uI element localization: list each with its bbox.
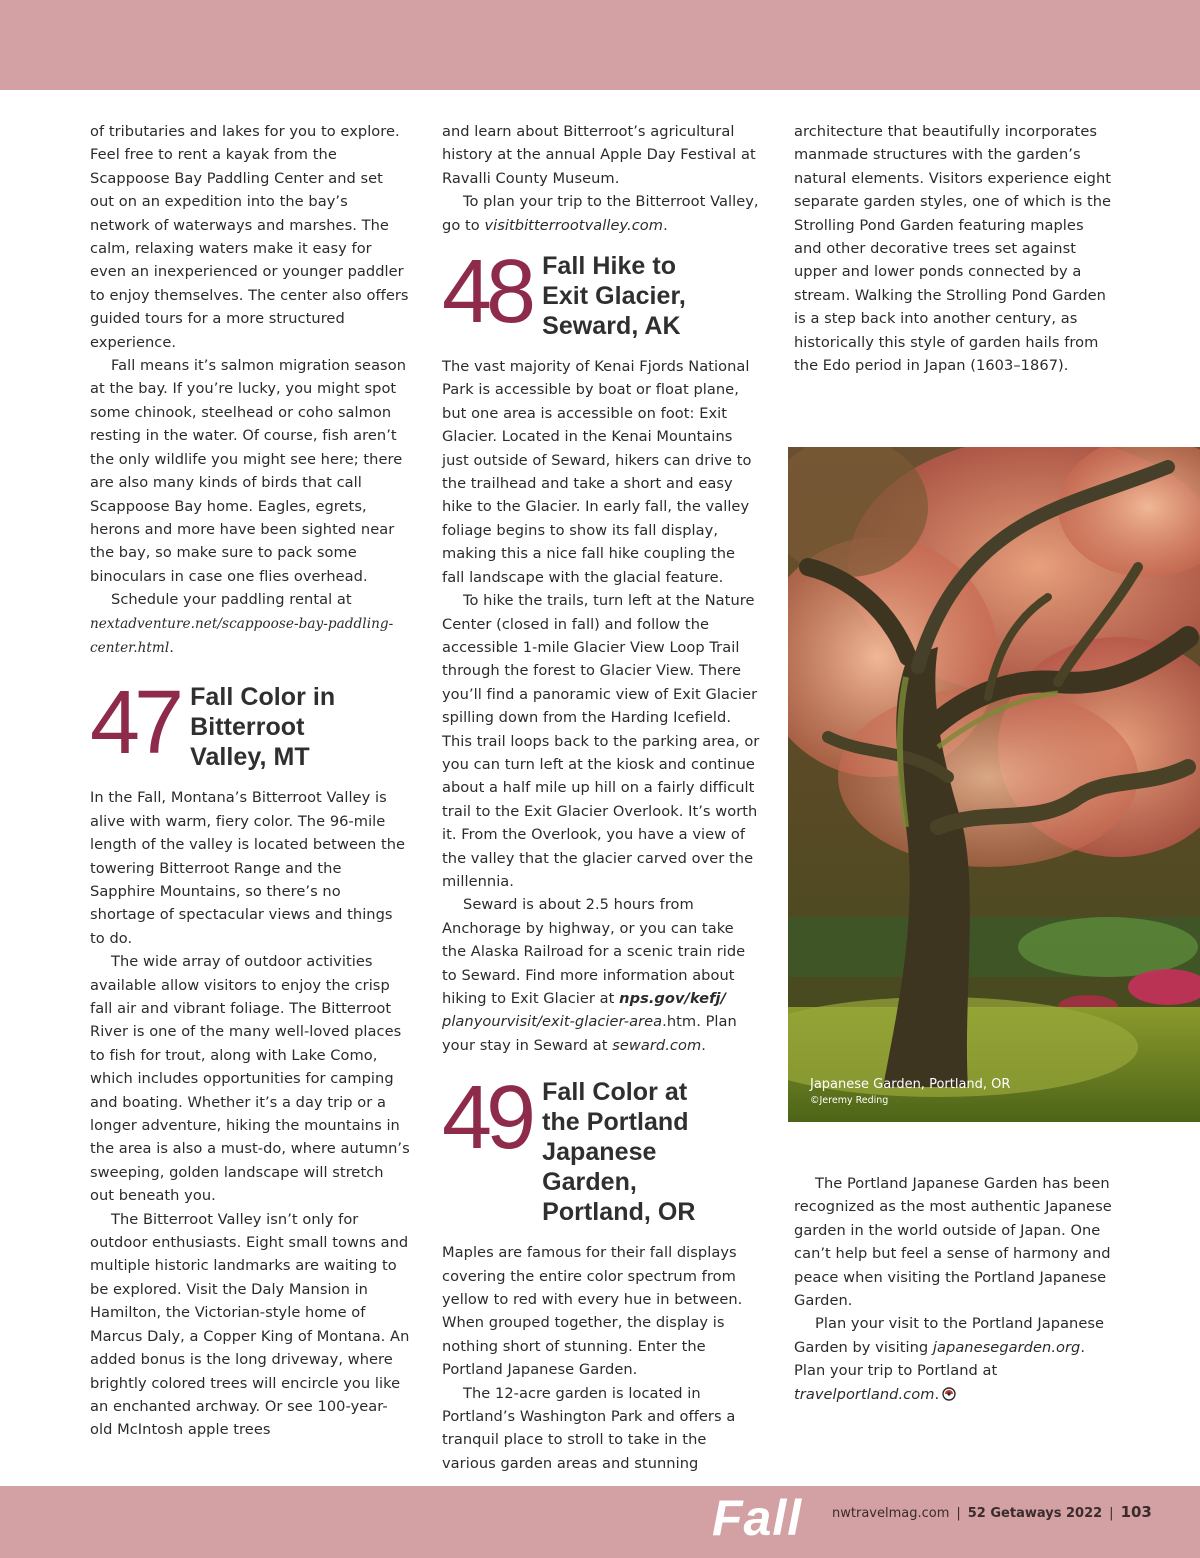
divider: |: [956, 1506, 961, 1521]
paragraph: Maples are famous for their fall displays covering the entire color spectrum from yellow to red with every hue in between. When grouped together, the display is nothing short of stunning. Enter the Portland Japanese Garden.: [442, 1244, 743, 1379]
section-label: Fall: [712, 1490, 803, 1546]
paragraph: [442, 190, 760, 237]
section-heading-48: [442, 242, 760, 343]
folio: [832, 1502, 1152, 1524]
issue-title: 52 Getaways 2022: [967, 1506, 1103, 1521]
page-number: 103: [1120, 1503, 1152, 1521]
paragraph-text: Plan your visit to the Portland Japanese Garden by visiting: [794, 1315, 1105, 1356]
paragraph: To hike the trails, turn left at the Nature Center (closed in fall) and follow the accessible 1-mile Glacier View Loop Trail through the forest to Glacier View. There you’ll find a panoramic view of Exit Glacier spilling down from the Harding Icefield. This trail loops back to the parking area, or you can turn left at the kiosk and continue about a half mile up hill on a fairly difficult trail to the Exit Glacier Overlook. It’s worth it. From the Overlook, you have a view of the valley that the glacier carved over the millennia.: [442, 592, 760, 890]
section-title: Fall Color in Bitterroot Valley, MT: [190, 683, 336, 772]
punct: .: [663, 216, 668, 234]
photo-caption: Japanese Garden, Portland, OR: [810, 1077, 1011, 1092]
paragraph: In the Fall, Montana’s Bitterroot Valley is alive with warm, fiery color. The 96-mile length of the valley is located between the towering Bitterroot Range and the Sapphire Mountains, so there’s no shortage of spectacular views and things to do.: [90, 789, 406, 947]
column-3-continued: [794, 1172, 1114, 1406]
column-1: [90, 120, 410, 1442]
divider: |: [1109, 1506, 1114, 1521]
link-travelportland[interactable]: travelportland.com: [794, 1385, 935, 1403]
paragraph: of tributaries and lakes for you to explore. Feel free to rent a kayak from the Scappoose Bay Paddling Center and set out on an expedition into the bay’s network of waterways and marshes. The calm, relaxing waters make it easy for even an inexperienced or younger paddler to enjoy themselves. The center also offers guided tours for a more structured experience.: [90, 123, 409, 351]
end-of-article-icon: [942, 1387, 956, 1401]
photo-credit: ©Jeremy Reding: [810, 1095, 889, 1106]
paragraph: The wide array of outdoor activities available allow visitors to enjoy the crisp fall air and vibrant foliage. The Bitterroot River is one of the many well-loved places to fish for trout, along with Lake Como, which includes opportunities for camping and boating. Whether it’s a day trip or a longer adventure, hiking the mountains in the area is also a must-do, where autumn’s sweeping, golden landscape will stretch out beneath you.: [90, 953, 410, 1205]
section-title: Fall Hike to Exit Glacier, Seward, AK: [542, 252, 686, 341]
section-title: Fall Color at the Portland Japanese Garden, Portland, OR: [542, 1078, 696, 1227]
paragraph: [90, 588, 410, 660]
column-3: [794, 120, 1114, 377]
paragraph-text: Seward is about 2.5 hours from Anchorage by highway, or you can take the Alaska Railroad for a scenic train ride to Seward. Find more information about hiking to Exit Glacier at: [442, 896, 746, 1007]
punct: .: [934, 1385, 940, 1403]
section-heading-47: [90, 673, 410, 774]
punct: .: [701, 1036, 706, 1054]
section-number: 49: [442, 1068, 531, 1169]
link-visitbitterrootvalley[interactable]: visitbitterrootvalley.com: [484, 216, 664, 234]
link-nps-path[interactable]: planyourvisit/exit-glacier-area: [442, 1013, 663, 1031]
link-nps[interactable]: nps.gov/kefj/: [619, 990, 726, 1007]
link-nextadventure[interactable]: nextadventure.net/scappoose-bay-paddling-center.html: [90, 615, 394, 656]
paragraph: [794, 1312, 1114, 1406]
paragraph-text: Schedule your paddling rental at: [111, 591, 352, 609]
paragraph-text: .htm. Plan your stay in Seward at: [442, 1013, 737, 1054]
paragraph: The 12-acre garden is located in Portland’s Washington Park and offers a tranquil place to stroll to take in the various garden areas and stunning: [442, 1384, 736, 1472]
japanese-garden-photo: [788, 447, 1200, 1122]
paragraph: The vast majority of Kenai Fjords National Park is accessible by boat or float plane, but one area is accessible on foot: Exit Glacier. Located in the Kenai Mountains just outside of Seward, hikers can drive to the trailhead and take a short and easy hike to the Glacier. In early fall, the valley foliage begins to show its fall display, making this a nice fall hike coupling the fall landscape with the glacial feature.: [442, 358, 752, 586]
link-japanesegarden[interactable]: japanesegarden.org: [932, 1338, 1081, 1356]
paragraph: Fall means it’s salmon migration season at the bay. If you’re lucky, you might spot some chinook, steelhead or coho salmon resting in the water. Of course, fish aren’t the only wildlife you might see here; there are also many kinds of birds that call Scappoose Bay home. Eagles, egrets, herons and more have been sighted near the bay, so make sure to pack some binoculars in case one flies overhead.: [90, 357, 406, 585]
column-2: [442, 120, 760, 1475]
paragraph: architecture that beautifully incorporates manmade structures with the garden’s natural elements. Visitors experience eight separate garden styles, one of which is the Strolling Pond Garden featuring maples and other decorative trees set against upper and lower ponds connected by a stream. Walking the Strolling Pond Garden is a step back into another century, as historically this style of garden hails from the Edo period in Japan (1603–1867).: [794, 123, 1112, 375]
link-seward[interactable]: seward.com: [612, 1036, 702, 1054]
top-color-band: [0, 0, 1200, 90]
section-heading-49: [442, 1068, 760, 1227]
paragraph: The Bitterroot Valley isn’t only for outdoor enthusiasts. Eight small towns and multiple historic landmarks are waiting to be explored. Visit the Daly Mansion in Hamilton, the Victorian-style home of Marcus Daly, a Copper King of Montana. An added bonus is the long driveway, where brightly colored trees will encircle you like an enchanted archway. Or see 100-year-old McIntosh apple trees: [90, 1210, 410, 1439]
section-number: 48: [442, 242, 531, 343]
paragraph-text: . Plan your trip to Portland at: [794, 1338, 1086, 1380]
paragraph: The Portland Japanese Garden has been recognized as the most authentic Japanese garden in the world outside of Japan. One can’t help but feel a sense of harmony and peace when visiting the Portland Japanese Garden.: [794, 1175, 1112, 1310]
maple-tree-illustration: [788, 447, 1200, 1122]
paragraph: and learn about Bitterroot’s agricultural history at the annual Apple Day Festival at Ravalli County Museum.: [442, 123, 756, 187]
paragraph: [442, 893, 760, 1057]
page-footer: [0, 1486, 1200, 1558]
section-number: 47: [90, 673, 179, 774]
punct: .: [169, 638, 174, 656]
site-url: nwtravelmag.com: [832, 1506, 950, 1521]
paragraph-text: To plan your trip to the Bitterroot Valley, go to: [442, 193, 759, 234]
